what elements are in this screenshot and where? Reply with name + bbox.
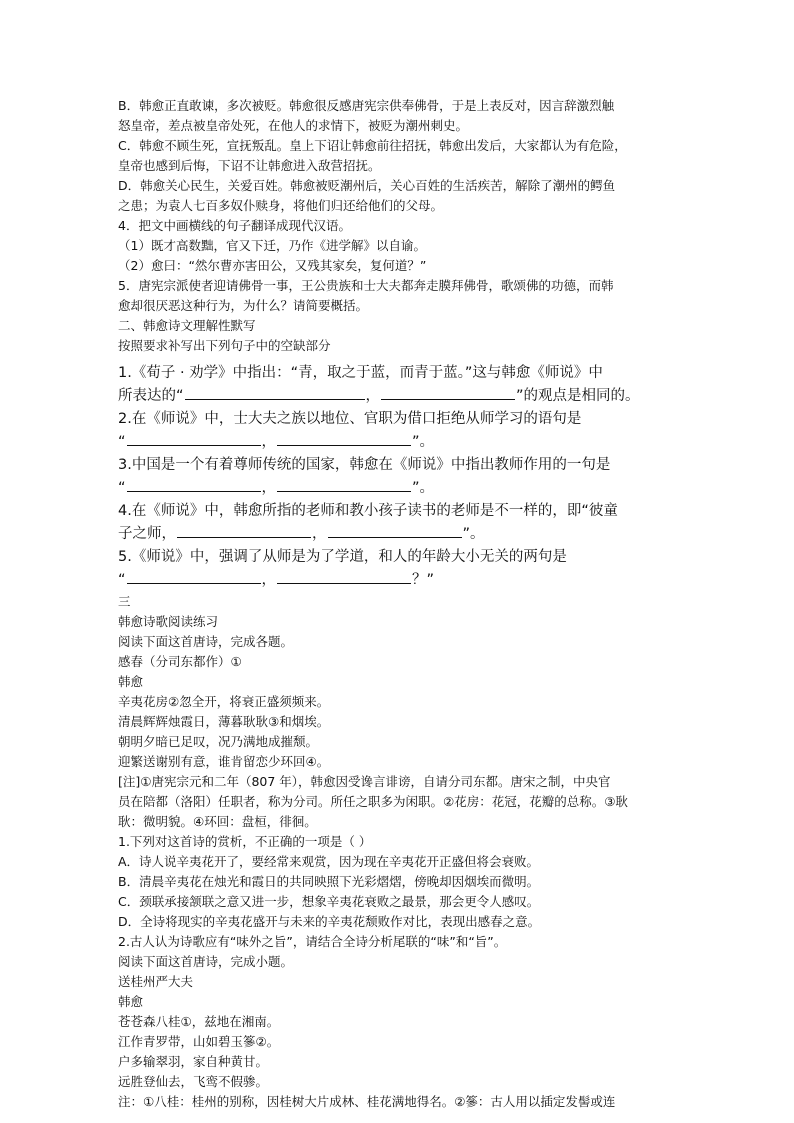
option-c-line1: C．韩愈不顾生死，宣抚叛乱。皇上下诏让韩愈前往招抚，韩愈出发后，大家都认为有危险， <box>118 138 627 153</box>
poem-question-1-option: B．清晨辛夷花在烛光和霞日的共同映照下光彩熠熠，傍晚却因烟埃而微明。 <box>118 874 540 889</box>
poem-2-line: 江作青罗带，山如碧玉篸②。 <box>118 1034 280 1049</box>
answer-blank[interactable] <box>177 537 311 538</box>
poem-question-1: 1.下列对这首诗的赏析，不正确的一项是（ ） <box>118 834 372 849</box>
dictation-q1-line2 <box>118 385 678 408</box>
answer-blank[interactable] <box>277 583 411 584</box>
dictation-q4-line2 <box>118 523 678 546</box>
dictation-text: ， <box>261 434 277 450</box>
option-d-line1: D．韩愈关心民生，关爱百姓。韩愈被贬潮州后，关心百姓的生活疾苦，解除了潮州的鳄鱼 <box>118 178 616 193</box>
dictation-text: ”的观点是相同的。 <box>516 388 640 404</box>
dictation-text: ， <box>261 572 277 588</box>
poem-1-line: 清晨辉辉烛霞日，薄暮耿耿③和烟埃。 <box>118 714 330 729</box>
section-3-title: 韩愈诗歌阅读练习 <box>118 614 219 629</box>
reading-intro-1: 阅读下面这首唐诗，完成各题。 <box>118 634 294 649</box>
dictation-q2-line1: 2.在《师说》中，士大夫之族以地位、官职为借口拒绝从师学习的语句是 <box>118 411 582 427</box>
dictation-text: ， <box>312 526 327 542</box>
option-d-line2: 之患；为袁人七百多奴仆赎身，将他们归还给他们的父母。 <box>118 198 444 213</box>
dictation-text: “ <box>118 480 126 496</box>
dictation-text: “ <box>118 434 126 450</box>
dictation-text: ， <box>365 388 381 404</box>
dictation-text: ”。 <box>462 526 485 542</box>
poem-1-line: 迎繁送谢别有意，谁肯留恋少环回④。 <box>118 754 330 769</box>
poem-question-1-option: A．诗人说辛夷花开了，要经常来观赏，因为现在辛夷花开正盛但将会衰败。 <box>118 854 540 869</box>
option-b-line2: 怒皇帝，差点被皇帝处死，在他人的求情下，被贬为潮州刺史。 <box>118 118 469 133</box>
poem-2-line: 远胜登仙去，飞鸾不假骖。 <box>118 1074 269 1089</box>
question-4: 4．把文中画横线的句子翻译成现代汉语。 <box>118 218 351 233</box>
question-5-line2: 愈却很厌恶这种行为，为什么？请简要概括。 <box>118 298 369 313</box>
question-4-2: （2）愈曰：“然尔曹亦害田公，又残其家矣，复何道？” <box>118 258 427 273</box>
answer-blank[interactable] <box>127 491 261 492</box>
poem-2-line: 户多输翠羽，家自种黄甘。 <box>118 1054 269 1069</box>
dictation-q3-line1: 3.中国是一个有着尊师传统的国家，韩愈在《师说》中指出教师作用的一句是 <box>118 457 611 473</box>
dictation-q5-line2 <box>118 569 678 592</box>
question-4-1: （1）既才高数黜，官又下迁，乃作《进学解》以自谕。 <box>118 238 426 253</box>
option-c-line2: 皇帝也感到后悔，下诏不让韩愈进入敌营招抚。 <box>118 158 381 173</box>
dictation-text: 所表达的“ <box>118 388 184 404</box>
answer-blank[interactable] <box>127 445 261 446</box>
dictation-text: ， <box>261 480 277 496</box>
answer-blank[interactable] <box>381 399 515 400</box>
answer-blank[interactable] <box>277 491 411 492</box>
poem-question-2: 2.古人认为诗歌应有“味外之旨”，请结合全诗分析尾联的“味”和“旨”。 <box>118 934 507 949</box>
dictation-text: ？” <box>412 572 435 588</box>
dictation-text: ”。 <box>412 434 435 450</box>
dictation-q2-line2 <box>118 431 678 454</box>
dictation-q4-line1: 4.在《师说》中，韩愈所指的老师和教小孩子读书的老师是不一样的，即“彼童 <box>118 503 618 519</box>
answer-blank[interactable] <box>277 445 411 446</box>
poem-1-line: 朝明夕暗已足叹，况乃满地成摧颓。 <box>118 734 319 749</box>
poem-question-1-option: C．颈联承接颔联之意又进一步，想象辛夷花衰败之最景，那会更令人感叹。 <box>118 894 540 909</box>
section-3-heading: 三 <box>118 594 131 609</box>
document-content <box>118 96 678 1112</box>
reading-intro-2: 阅读下面这首唐诗，完成小题。 <box>118 954 294 969</box>
poem-1-line: 辛夷花房②忽全开，将衰正盛须频来。 <box>118 694 330 709</box>
dictation-text: 子之师， <box>118 526 176 542</box>
answer-blank[interactable] <box>185 399 365 400</box>
dictation-q1-line1: 1.《荀子 · 劝学》中指出：“青，取之于蓝，而青于蓝。”这与韩愈《师说》中 <box>118 365 603 381</box>
dictation-q5-line1: 5.《师说》中，强调了从师是为了学道，和人的年龄大小无关的两句是 <box>118 549 567 565</box>
dictation-text: ”。 <box>412 480 435 496</box>
poem-2-title: 送桂州严大夫 <box>118 974 194 989</box>
option-b-line1: B．韩愈正直敢谏，多次被贬。韩愈很反感唐宪宗供奉佛骨，于是上表反对，因言辞激烈触 <box>118 98 615 113</box>
poem-2-line: 苍苍森八桂①，兹地在湘南。 <box>118 1014 280 1029</box>
section-2-heading: 二、韩愈诗文理解性默写 <box>118 318 256 333</box>
poem-1-note-line3: 耿：微明貌。④环回：盘桓，徘徊。 <box>118 814 317 829</box>
poem-1-title: 感春（分司东都作）① <box>118 654 242 669</box>
answer-blank[interactable] <box>328 537 462 538</box>
poem-2-note: 注：①八桂：桂州的别称，因桂树大片成林、桂花满地得名。②篸：古人用以插定发髻或连 <box>118 1094 616 1109</box>
poem-1-note-line1: [注]①唐宪宗元和二年（807 年），韩愈因受谗言诽谤，自请分司东都。唐宋之制，中央官 <box>118 774 611 789</box>
poem-question-1-option: D．全诗将现实的辛夷花盛开与未来的辛夷花颓败作对比，表现出感春之意。 <box>118 914 541 929</box>
poem-2-author: 韩愈 <box>118 994 144 1009</box>
poem-1-note-line2: 员在陪都（洛阳）任职者，称为分司。所任之职多为闲职。②花房：花冠，花瓣的总称。③耿 <box>118 794 628 809</box>
question-5-line1: 5．唐宪宗派使者迎请佛骨一事，王公贵族和士大夫都奔走膜拜佛骨，歌颂佛的功德，而韩 <box>118 278 614 293</box>
answer-blank[interactable] <box>127 583 261 584</box>
section-2-instruction: 按照要求补写出下列句子中的空缺部分 <box>118 338 331 353</box>
dictation-text: “ <box>118 572 126 588</box>
dictation-q3-line2 <box>118 477 678 500</box>
poem-1-author: 韩愈 <box>118 674 144 689</box>
